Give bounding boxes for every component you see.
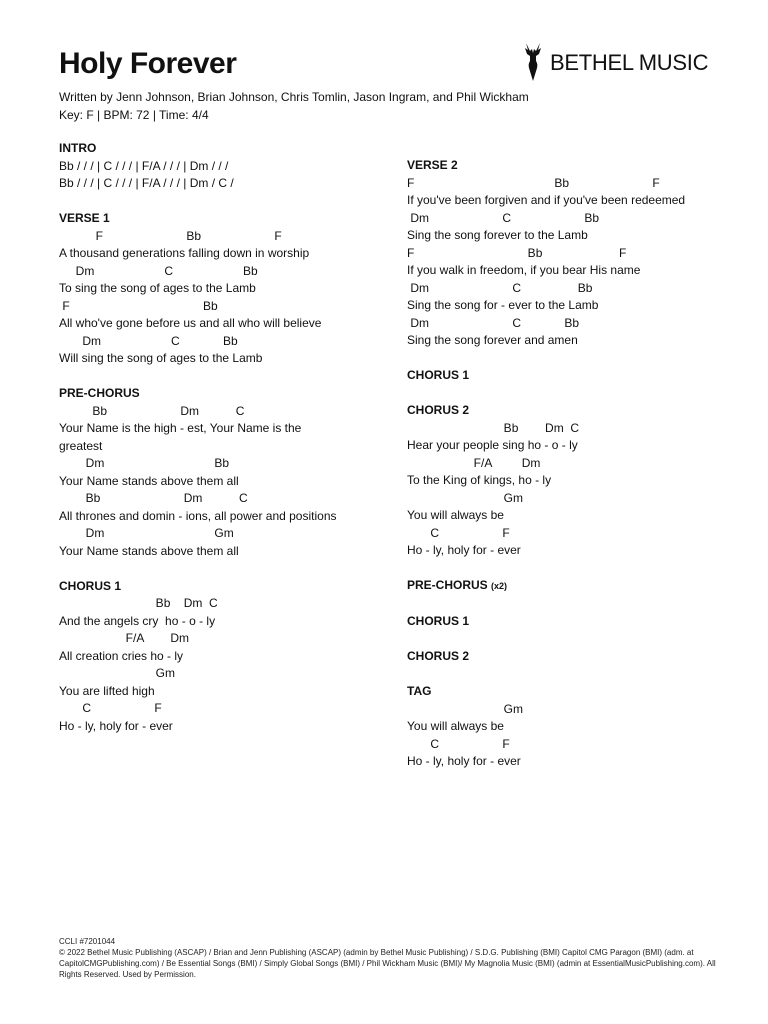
lyric-line: And the angels cry ho - o - ly: [59, 613, 216, 628]
chord-line: Dm C Bb: [59, 263, 258, 278]
song-section: [407, 367, 727, 385]
chord-line: C F: [407, 525, 510, 540]
section-title-text: CHORUS 1: [407, 614, 470, 628]
lyric-line: If you walk in freedom, if you bear His name: [407, 263, 641, 277]
lyric-line: Your Name stands above them all: [59, 543, 239, 558]
chord-line: Dm C Bb: [407, 315, 580, 330]
chord-line: Bb Dm C: [59, 403, 245, 418]
section-title-text: INTRO: [59, 141, 97, 155]
song-section: [59, 140, 389, 193]
section-title-text: PRE-CHORUS: [407, 578, 488, 592]
section-title: [407, 367, 727, 385]
lyric-line: Your Name stands above them all: [59, 473, 239, 488]
lyric-line: Hear your people sing ho - o - ly: [407, 438, 578, 452]
song-section: [407, 683, 727, 771]
chord-line: F Bb F: [59, 228, 282, 243]
stag-head-icon: [520, 41, 546, 85]
lyric-line: greatest: [59, 438, 103, 453]
song-section: [59, 210, 389, 368]
lyric-line: Ho - ly, holy for - ever: [59, 718, 173, 733]
song-section: [407, 157, 727, 350]
song-section: [59, 578, 389, 736]
copyright-notice: © 2022 Bethel Music Publishing (ASCAP) / Brian and Jenn Publishing (ASCAP) (admin by Bethel Music Publishing) / S.D.G. Publishing (BMI) Capitol CMG Paragon (BMI) (adm. at CapitolCMGPublishing.com) / Be Essential Songs (BMI) / Simply Global Songs (BMI) / Phil Wickham Music (BMI)/ My Magnolia Music (BMI) (admin at EssentialMusicPublishing.com). All Rights Reserved. Used by Permission.: [59, 948, 716, 979]
chord-line: F Bb F: [407, 175, 660, 190]
lyric-line: Your Name is the high - est, Your Name is the: [59, 421, 302, 435]
song-section: [407, 577, 727, 596]
lyric-line: A thousand generations falling down in worship: [59, 246, 310, 260]
chord-line: C F: [407, 736, 510, 751]
song-section: [59, 385, 389, 560]
section-title-text: TAG: [407, 684, 432, 698]
section-title-text: VERSE 1: [59, 211, 110, 225]
section-title-text: CHORUS 2: [407, 649, 470, 663]
lyric-line: To the King of kings, ho - ly: [407, 473, 552, 487]
chord-line: C F: [59, 701, 162, 715]
section-title-text: PRE-CHORUS: [59, 386, 140, 400]
lyric-line: Sing the song for - ever to the Lamb: [407, 298, 599, 312]
footer: [59, 936, 719, 980]
bethel-music-logo: [520, 40, 708, 86]
lyric-line: All who've gone before us and all who will believe: [59, 316, 322, 330]
lyric-line: Sing the song forever to the Lamb: [407, 228, 588, 242]
lyric-line: To sing the song of ages to the Lamb: [59, 281, 256, 295]
section-title: [59, 140, 389, 158]
section-title-text: CHORUS 1: [59, 578, 122, 593]
chord-line: F Bb F: [407, 245, 627, 260]
song-meta: [59, 89, 529, 124]
section-title: [59, 385, 389, 403]
chord-line: Dm C Bb: [407, 280, 593, 295]
lyric-line: Will sing the song of ages to the Lamb: [59, 351, 263, 365]
chord-line: Gm: [407, 490, 524, 505]
lyric-line: Sing the song forever and amen: [407, 333, 578, 347]
section-title: [407, 648, 727, 666]
left-column: [59, 140, 389, 753]
section-title-text: VERSE 2: [407, 158, 458, 172]
section-title: [407, 402, 727, 420]
chord-line: Dm Gm: [59, 526, 234, 540]
lyric-line: Ho - ly, holy for - ever: [407, 543, 521, 557]
chord-line: Bb Dm C: [59, 596, 218, 610]
lyric-line: You will always be: [407, 719, 504, 733]
lyric-line: All thrones and domin - ions, all power and positions: [59, 508, 337, 523]
chord-line: Gm: [407, 701, 524, 716]
song-section: [407, 613, 727, 631]
section-title: [407, 577, 727, 596]
chord-line: Dm C Bb: [59, 333, 238, 348]
chord-line: Bb Dm C: [407, 420, 580, 435]
chord-line: Bb / / / | C / / / | F/A / / / | Dm / / /: [59, 158, 229, 173]
lyric-line: If you've been forgiven and if you've been redeemed: [407, 193, 686, 207]
section-title: [407, 683, 727, 701]
songwriter-credits: Written by Jenn Johnson, Brian Johnson, Chris Tomlin, Jason Ingram, and Phil Wickham: [59, 90, 529, 104]
section-title: [407, 157, 727, 175]
chord-line: Dm C Bb: [407, 210, 600, 225]
song-section: [407, 648, 727, 666]
song-section: [407, 402, 727, 560]
logo-wordmark: BETHEL MUSIC: [550, 50, 709, 75]
lyric-line: Ho - ly, holy for - ever: [407, 754, 521, 768]
repeat-count: (x2): [491, 581, 508, 591]
lyric-line: You are lifted high: [59, 683, 155, 698]
section-title: [407, 613, 727, 631]
chord-line: F Bb: [59, 298, 218, 313]
chord-line: F/A Dm: [59, 631, 190, 645]
key-bpm-time: Key: F | BPM: 72 | Time: 4/4: [59, 107, 209, 122]
lyric-line: All creation cries ho - ly: [59, 648, 184, 663]
lyric-line: You will always be: [407, 508, 504, 522]
song-title: Holy Forever: [59, 47, 237, 80]
chord-line: Gm: [59, 666, 176, 680]
section-title: [59, 578, 389, 596]
ccli-number: CCLI #7201044: [59, 937, 116, 946]
chord-line: F/A Dm: [407, 455, 541, 470]
section-title: [59, 210, 389, 228]
chord-line: Bb Dm C: [59, 491, 248, 505]
section-title-text: CHORUS 1: [407, 368, 470, 382]
chord-line: Bb / / / | C / / / | F/A / / / | Dm / C /: [59, 176, 234, 190]
chord-line: Dm Bb: [59, 456, 230, 470]
right-column: [407, 157, 727, 788]
section-title-text: CHORUS 2: [407, 403, 470, 417]
